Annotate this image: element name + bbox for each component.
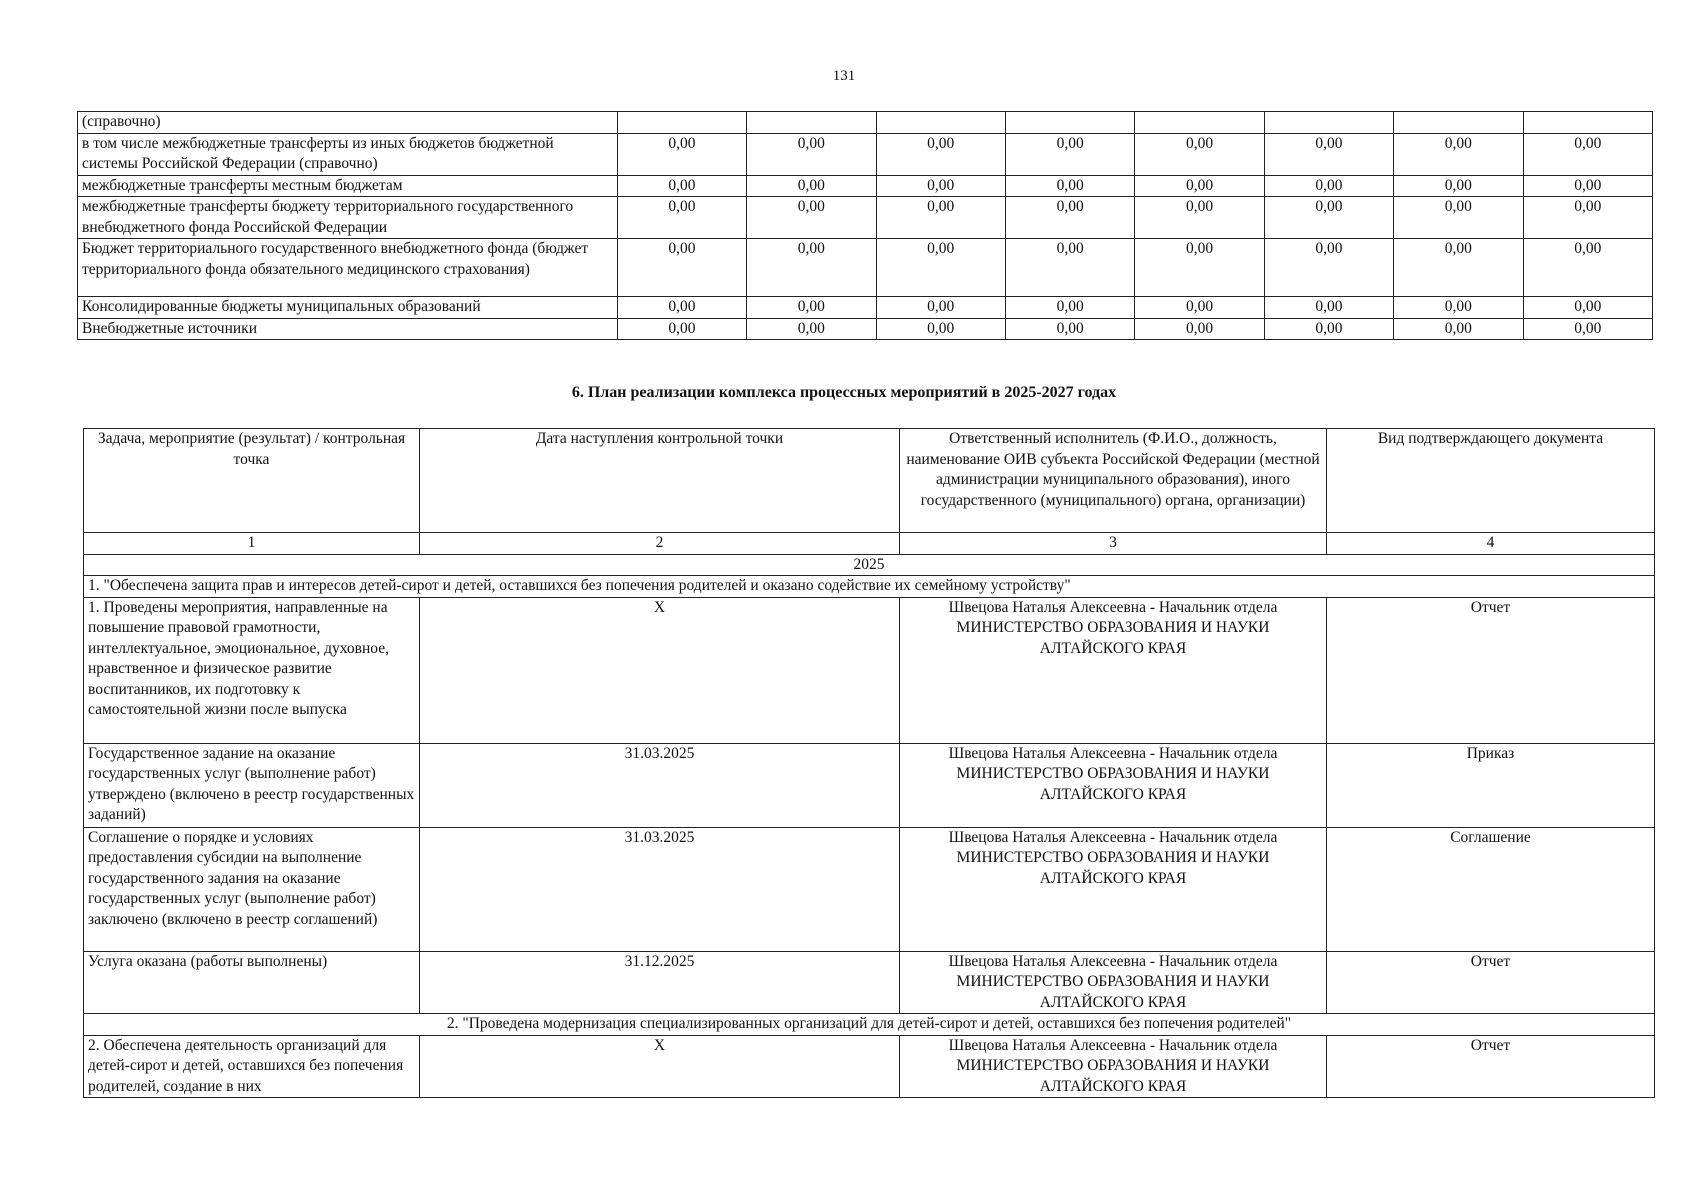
budget-value	[1523, 112, 1652, 134]
plan-item-name: Соглашение о порядке и условиях предоставления субсидии на выполнение государственного задания на оказание государственных услуг (выполнение работ) заключено (включено в реестр соглашений)	[84, 827, 420, 951]
plan-item-date: X	[420, 597, 900, 743]
plan-item-name: Услуга оказана (работы выполнены)	[84, 951, 420, 1014]
budget-value: 0,00	[617, 297, 746, 319]
budget-row-label: межбюджетные трансферты местным бюджетам	[78, 175, 618, 197]
budget-row-label: (справочно)	[78, 112, 618, 134]
plan-item-name: 2. Обеспечена деятельность организаций для детей-сирот и детей, оставшихся без попечения родителей, создание в них	[84, 1035, 420, 1098]
column-number: 1	[84, 533, 420, 555]
plan-item-document: Приказ	[1327, 743, 1655, 827]
budget-value: 0,00	[1135, 239, 1264, 297]
plan-item-date: 31.03.2025	[420, 743, 900, 827]
budget-value: 0,00	[1523, 197, 1652, 239]
budget-value: 0,00	[1264, 175, 1393, 197]
plan-row	[84, 743, 1655, 827]
task-row	[84, 1014, 1655, 1036]
budget-value: 0,00	[1005, 297, 1134, 319]
plan-item-date: 31.03.2025	[420, 827, 900, 951]
budget-value: 0,00	[876, 133, 1005, 175]
budget-value: 0,00	[617, 133, 746, 175]
task-row	[84, 576, 1655, 598]
budget-value	[747, 112, 876, 134]
budget-value: 0,00	[1135, 133, 1264, 175]
plan-item-responsible: Швецова Наталья Алексеевна - Начальник отдела МИНИСТЕРСТВО ОБРАЗОВАНИЯ И НАУКИ АЛТАЙСКОГО КРАЯ	[900, 827, 1327, 951]
budget-value: 0,00	[876, 318, 1005, 340]
budget-value	[1005, 112, 1134, 134]
plan-row	[84, 951, 1655, 1014]
header-document: Вид подтверждающего документа	[1327, 429, 1655, 533]
budget-value: 0,00	[1394, 175, 1523, 197]
budget-value: 0,00	[1394, 297, 1523, 319]
budget-value: 0,00	[747, 239, 876, 297]
section-title: 6. План реализации комплекса процессных мероприятий в 2025-2027 годах	[571, 384, 1117, 401]
header-task: Задача, мероприятие (результат) / контрольная точка	[84, 429, 420, 533]
budget-value: 0,00	[1394, 318, 1523, 340]
budget-value: 0,00	[1394, 239, 1523, 297]
budget-value: 0,00	[876, 175, 1005, 197]
budget-value: 0,00	[876, 297, 1005, 319]
budget-value: 0,00	[1264, 197, 1393, 239]
budget-value: 0,00	[1005, 197, 1134, 239]
plan-item-document: Отчет	[1327, 597, 1655, 743]
plan-item-responsible: Швецова Наталья Алексеевна - Начальник отдела МИНИСТЕРСТВО ОБРАЗОВАНИЯ И НАУКИ АЛТАЙСКОГО КРАЯ	[900, 743, 1327, 827]
budget-value: 0,00	[617, 239, 746, 297]
budget-value: 0,00	[1394, 133, 1523, 175]
budget-row-label: Бюджет территориального государственного внебюджетного фонда (бюджет территориального фонда обязательного медицинского страхования)	[78, 239, 618, 297]
plan-row	[84, 827, 1655, 951]
budget-value: 0,00	[1135, 197, 1264, 239]
budget-value: 0,00	[1394, 197, 1523, 239]
budget-row	[78, 133, 1653, 175]
plan-item-name: Государственное задание на оказание государственных услуг (выполнение работ) утверждено (включено в реестр государственных заданий)	[84, 743, 420, 827]
plan-item-responsible: Швецова Наталья Алексеевна - Начальник отдела МИНИСТЕРСТВО ОБРАЗОВАНИЯ И НАУКИ АЛТАЙСКОГО КРАЯ	[900, 1035, 1327, 1098]
task-title: 2. "Проведена модернизация специализированных организаций для детей-сирот и детей, оставшихся без попечения родителей"	[84, 1014, 1655, 1036]
budget-value: 0,00	[876, 239, 1005, 297]
plan-item-responsible: Швецова Наталья Алексеевна - Начальник отдела МИНИСТЕРСТВО ОБРАЗОВАНИЯ И НАУКИ АЛТАЙСКОГО КРАЯ	[900, 597, 1327, 743]
plan-item-document: Соглашение	[1327, 827, 1655, 951]
plan-number-row	[84, 533, 1655, 555]
budget-value: 0,00	[1005, 318, 1134, 340]
plan-item-date: 31.12.2025	[420, 951, 900, 1014]
budget-value	[1264, 112, 1393, 134]
plan-item-name: 1. Проведены мероприятия, направленные на повышение правовой грамотности, интеллектуальное, эмоциональное, духовное, нравственное и физическое развитие воспитанников, их подготовку к самостоятельной жизни после выпуска	[84, 597, 420, 743]
plan-table	[83, 428, 1655, 1098]
budget-value: 0,00	[1523, 239, 1652, 297]
plan-item-document: Отчет	[1327, 1035, 1655, 1098]
budget-value: 0,00	[1135, 318, 1264, 340]
year-row	[84, 554, 1655, 576]
header-date: Дата наступления контрольной точки	[420, 429, 900, 533]
budget-value: 0,00	[747, 175, 876, 197]
budget-row-label: Внебюджетные источники	[78, 318, 618, 340]
budget-value: 0,00	[747, 318, 876, 340]
budget-row	[78, 318, 1653, 340]
budget-value	[1135, 112, 1264, 134]
plan-row	[84, 597, 1655, 743]
budget-value: 0,00	[1523, 297, 1652, 319]
budget-row	[78, 112, 1653, 134]
year-label: 2025	[84, 554, 1655, 576]
plan-item-date: X	[420, 1035, 900, 1098]
budget-value: 0,00	[747, 297, 876, 319]
plan-item-responsible: Швецова Наталья Алексеевна - Начальник отдела МИНИСТЕРСТВО ОБРАЗОВАНИЯ И НАУКИ АЛТАЙСКОГО КРАЯ	[900, 951, 1327, 1014]
header-responsible: Ответственный исполнитель (Ф.И.О., должность, наименование ОИВ субъекта Российской Федерации (местной администрации муниципального образования), иного государственного (муниципального) органа, организации)	[900, 429, 1327, 533]
budget-value: 0,00	[1135, 297, 1264, 319]
plan-header-row	[84, 429, 1655, 533]
budget-value: 0,00	[617, 197, 746, 239]
budget-value: 0,00	[1264, 297, 1393, 319]
task-title: 1. "Обеспечена защита прав и интересов детей-сирот и детей, оставшихся без попечения родителей и оказано содействие их семейному устройству"	[84, 576, 1655, 598]
budget-value: 0,00	[747, 197, 876, 239]
budget-value: 0,00	[617, 175, 746, 197]
budget-row	[78, 239, 1653, 297]
budget-value: 0,00	[617, 318, 746, 340]
column-number: 3	[900, 533, 1327, 555]
budget-value: 0,00	[1005, 239, 1134, 297]
budget-row-label: Консолидированные бюджеты муниципальных образований	[78, 297, 618, 319]
budget-row	[78, 175, 1653, 197]
plan-row	[84, 1035, 1655, 1098]
budget-value: 0,00	[1005, 175, 1134, 197]
budget-value	[617, 112, 746, 134]
budget-row	[78, 197, 1653, 239]
budget-value: 0,00	[1135, 175, 1264, 197]
budget-value	[1394, 112, 1523, 134]
budget-row-label: межбюджетные трансферты бюджету территориального государственного внебюджетного фонда Российской Федерации	[78, 197, 618, 239]
budget-value	[876, 112, 1005, 134]
budget-value: 0,00	[1264, 239, 1393, 297]
column-number: 4	[1327, 533, 1655, 555]
budget-value: 0,00	[1264, 318, 1393, 340]
budget-value: 0,00	[876, 197, 1005, 239]
budget-value: 0,00	[747, 133, 876, 175]
budget-value: 0,00	[1523, 318, 1652, 340]
budget-row	[78, 297, 1653, 319]
column-number: 2	[420, 533, 900, 555]
budget-table	[77, 111, 1653, 340]
budget-value: 0,00	[1523, 175, 1652, 197]
budget-row-label: в том числе межбюджетные трансферты из иных бюджетов бюджетной системы Российской Федерации (справочно)	[78, 133, 618, 175]
plan-item-document: Отчет	[1327, 951, 1655, 1014]
budget-value: 0,00	[1264, 133, 1393, 175]
budget-value: 0,00	[1005, 133, 1134, 175]
page-number: 131	[832, 68, 856, 84]
budget-value: 0,00	[1523, 133, 1652, 175]
